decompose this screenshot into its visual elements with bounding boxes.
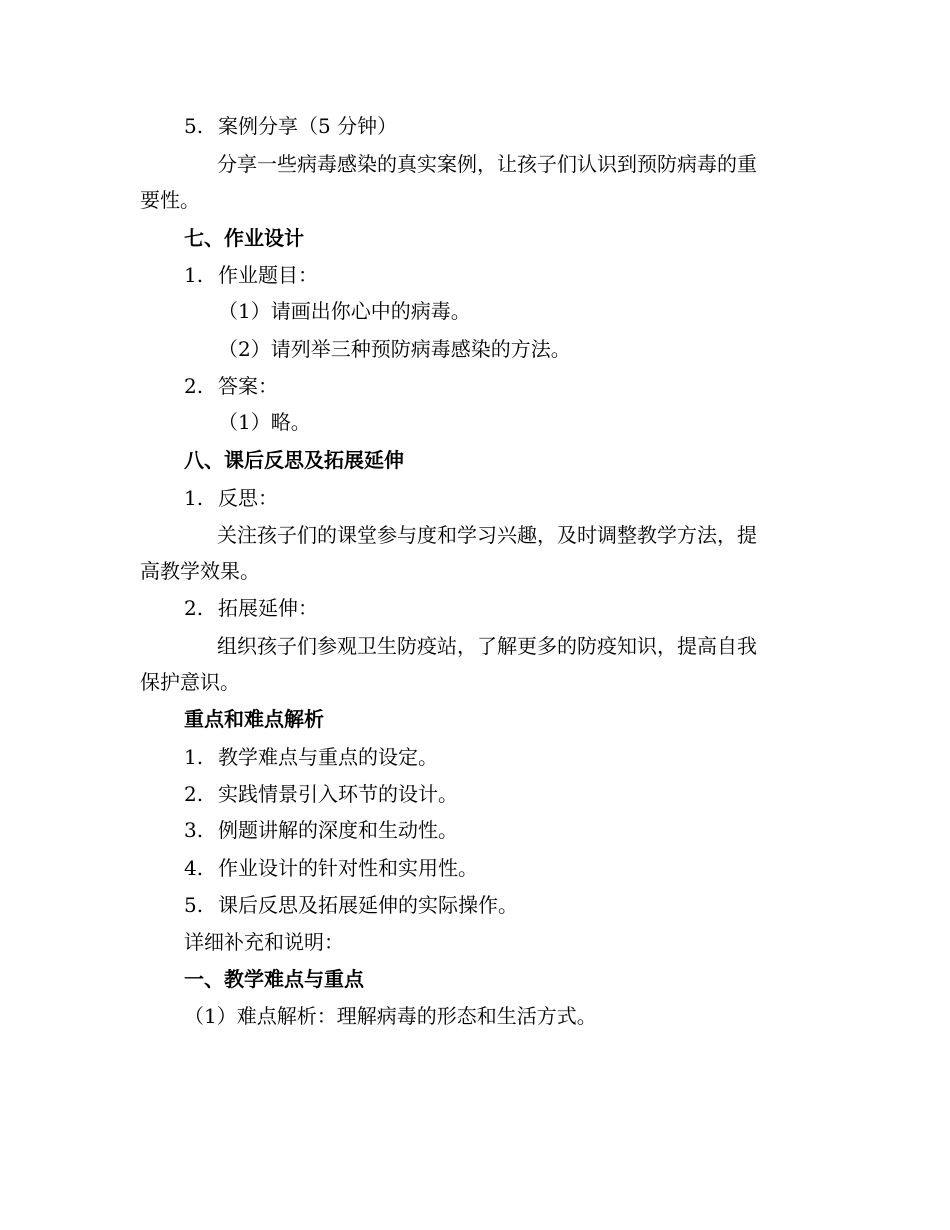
list-number: 5. <box>184 893 204 917</box>
list-number: 1. <box>184 263 204 287</box>
paragraph-line: 保护意识。 <box>140 670 240 694</box>
section-heading: 八、课后反思及拓展延伸 <box>184 448 404 472</box>
list-number: 2. <box>184 596 204 620</box>
question-item: （2）请列举三种预防病毒感染的方法。 <box>218 337 571 361</box>
paragraph-line: （1）难点解析：理解病毒的形态和生活方式。 <box>184 1004 597 1028</box>
list-number: 1. <box>184 486 204 510</box>
list-number: 5. <box>184 114 204 138</box>
list-number: 4. <box>184 856 204 880</box>
answer-item: （1）略。 <box>218 410 311 434</box>
list-number: 3. <box>184 818 204 842</box>
list-item <box>184 372 278 400</box>
list-text: 答案： <box>218 374 278 398</box>
list-number: 2. <box>184 374 204 398</box>
list-item <box>184 261 318 289</box>
list-item <box>184 594 318 622</box>
section-heading: 七、作业设计 <box>184 226 304 250</box>
list-text: 例题讲解的深度和生动性。 <box>218 818 458 842</box>
list-item <box>184 854 478 882</box>
list-number: 1. <box>184 745 204 769</box>
list-text: 实践情景引入环节的设计。 <box>218 782 458 806</box>
list-text: 案例分享（5 分钟） <box>218 114 398 138</box>
list-item <box>184 484 278 512</box>
section-heading: 一、教学难点与重点 <box>184 967 364 991</box>
list-item <box>184 816 458 844</box>
list-text: 教学难点与重点的设定。 <box>218 745 438 769</box>
list-text: 拓展延伸： <box>218 596 318 620</box>
paragraph-line: 详细补充和说明： <box>184 930 344 954</box>
list-text: 作业题目： <box>218 263 318 287</box>
list-item <box>184 891 518 919</box>
list-text: 作业设计的针对性和实用性。 <box>218 856 478 880</box>
question-item: （1）请画出你心中的病毒。 <box>218 299 471 323</box>
list-text: 课后反思及拓展延伸的实际操作。 <box>218 893 518 917</box>
list-number: 2. <box>184 782 204 806</box>
paragraph-line: 关注孩子们的课堂参与度和学习兴趣，及时调整教学方法，提 <box>217 523 757 547</box>
list-text: 反思： <box>218 486 278 510</box>
paragraph-line: 要性。 <box>140 188 200 212</box>
section-heading: 重点和难点解析 <box>184 707 324 731</box>
list-item <box>184 780 458 808</box>
paragraph-line: 高教学效果。 <box>140 559 260 583</box>
paragraph-line: 组织孩子们参观卫生防疫站，了解更多的防疫知识，提高自我 <box>217 634 757 658</box>
list-item <box>184 743 438 771</box>
list-item <box>184 112 397 140</box>
paragraph-line: 分享一些病毒感染的真实案例，让孩子们认识到预防病毒的重 <box>217 152 757 176</box>
